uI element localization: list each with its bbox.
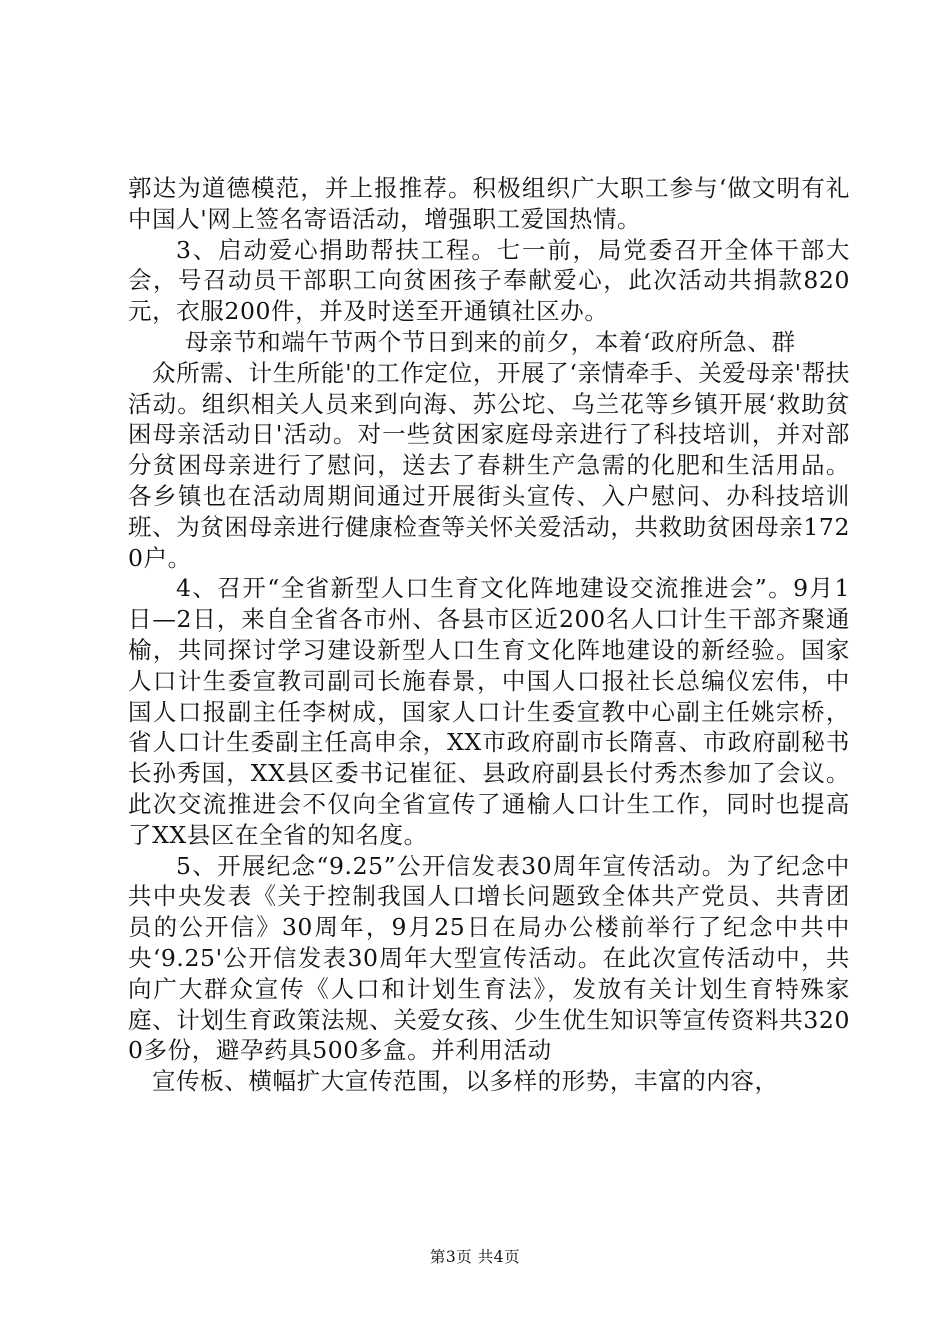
- paragraph-item-5: 5、开展纪念“9.25”公开信发表30周年宣传活动。为了纪念中共中央发表《关于控制我国人口增长问题致全体共产党员、共青团员的公开信》30周年，9月25日在局办公楼前举行了纪念中共中央‘9.25'公开信发表30周年大型宣传活动。在此次宣传活动中，共向广大群众宣传《人口和计划生育法》，发放有关计划生育特殊家庭、计划生育政策法规、关爱女孩、少生优生知识等宣传资料共3200多份，避孕药具500多盒。并利用活动: [128, 851, 850, 1065]
- paragraph-mothers-day-intro: 母亲节和端午节两个节日到来的前夕，本着‘政府所急、群: [185, 327, 796, 356]
- paragraph-item-3: 3、启动爱心捐助帮扶工程。七一前，局党委召开全体干部大会，号召动员干部职工向贫困孩子奉献爱心，此次活动共捐款820元，衣服200件，并及时送至开通镇社区办。: [128, 235, 850, 326]
- paragraph-item-5-continuation: 宣传板、横幅扩大宣传范围，以多样的形势，丰富的内容，: [152, 1067, 779, 1096]
- paragraph-mothers-day-body: 众所需、计生所能'的工作定位，开展了‘亲情牵手、关爱母亲'帮扶活动。组织相关人员来到向海、苏公坨、乌兰花等乡镇开展‘救助贫困母亲活动日'活动。对一些贫困家庭母亲进行了科技培训，并对部分贫困母亲进行了慰问，送去了春耕生产急需的化肥和生活用品。各乡镇也在活动周期间通过开展街头宣传、入户慰问、办科技培训班、为贫困母亲进行健康检查等关怀关爱活动，共救助贫困母亲1720户。: [128, 358, 850, 572]
- paragraph-item-4: 4、召开“全省新型人口生育文化阵地建设交流推进会”。9月1日—2日，来自全省各市州、各县市区近200名人口计生干部齐聚通榆，共同探讨学习建设新型人口生育文化阵地建设的新经验。国家人口计生委宣教司副司长施春景，中国人口报社长总编仪宏伟，中国人口报副主任李树成，国家人口计生委宣教中心副主任姚宗桥，省人口计生委副主任高申余，XX市政府副市长隋喜、市政府副秘书长孙秀国，XX县区委书记崔征、县政府副县长付秀杰参加了会议。此次交流推进会不仅向全省宣传了通榆人口计生工作，同时也提高了XX县区在全省的知名度。: [128, 574, 850, 849]
- page-number-footer: 第3页 共4页: [429, 1248, 521, 1266]
- paragraph-continuation: 郭达为道德模范，并上报推荐。积极组织广大职工参与‘做文明有礼中国人'网上签名寄语活动，增强职工爱国热情。: [128, 174, 850, 233]
- document-body: [128, 173, 850, 1097]
